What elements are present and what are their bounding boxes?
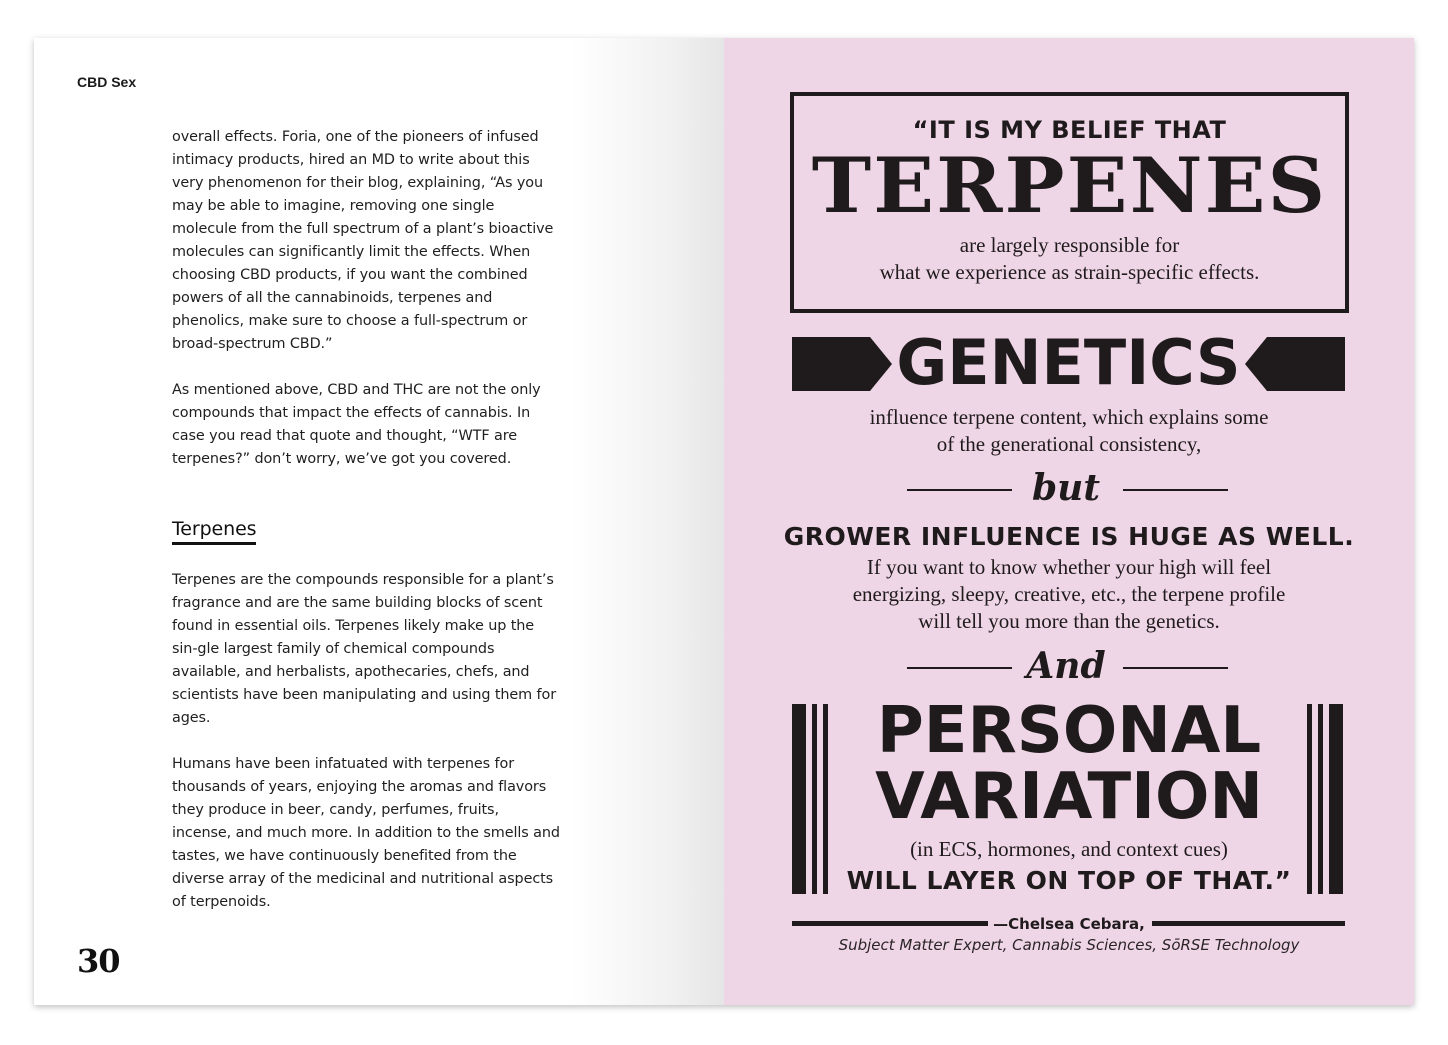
- genetics-sub-line: influence terpene content, which explains some: [869, 405, 1269, 429]
- left-page: [34, 38, 724, 1005]
- quote-sub-line: are largely responsible for: [959, 233, 1180, 257]
- book-spread: [34, 38, 1414, 1005]
- paragraph: Terpenes are the compounds responsible for a plant’s fragrance and are the same building blocks of scent found in essential oils. Terpenes likely make up the sin-gle largest family of chemical compounds available, and herbalists, apothecaries, chefs, and scientists have been manipulating and using them for ages.: [172, 572, 557, 726]
- paragraph: overall effects. Foria, one of the pioneers of infused intimacy products, hired an MD to write about this very phenomenon for their blog, explaining, “As you may be able to imagine, removing one single molecule from the full spectrum of a plant’s bioactive molecules can significantly limit the effects. When choosing CBD products, if you want the combined powers of all the cannabinoids, terpenes and phenolics, make sure to choose a full-spectrum or broad-spectrum CBD.”: [172, 129, 554, 352]
- attribution-name: —Chelsea Cebara,: [993, 915, 1145, 933]
- divider-line: [1123, 489, 1228, 491]
- genetics-banner: [792, 326, 1345, 399]
- grower-sub-line: will tell you more than the genetics.: [918, 609, 1220, 633]
- quote-sub-line: what we experience as strain-specific effects.: [879, 260, 1260, 284]
- attribution-title: Subject Matter Expert, Cannabis Sciences, SōRSE Technology: [838, 936, 1300, 954]
- but-word: but: [1032, 467, 1100, 509]
- grower-sub-line: energizing, sleepy, creative, etc., the terpene profile: [852, 582, 1286, 606]
- quote-keyword: TERPENES: [811, 141, 1328, 230]
- body-column: [172, 126, 562, 937]
- and-word: And: [1026, 645, 1106, 687]
- genetics-heading: GENETICS: [896, 326, 1241, 399]
- quote-box: [790, 92, 1349, 313]
- personal-word: PERSONAL: [876, 694, 1262, 768]
- but-divider: [904, 468, 1228, 508]
- grower-sub-line: If you want to know whether your high will feel: [866, 555, 1272, 579]
- personal-sub-line: (in ECS, hormones, and context cues): [910, 837, 1228, 861]
- running-head: CBD Sex: [77, 74, 137, 90]
- paragraph: Humans have been infatuated with terpenes for thousands of years, enjoying the aromas and flavors they produce in beer, candy, perfumes, fruits, incense, and much more. In addition to the smells and tastes, we have continuously benefited from the diverse array of the medicinal and nutritional aspects of terpenoids.: [172, 756, 560, 910]
- genetics-sub-line: of the generational consistency,: [936, 432, 1202, 456]
- arrow-left-icon: [1245, 337, 1345, 391]
- quote-lead: “IT IS MY BELIEF THAT: [912, 116, 1227, 144]
- personal-variation-heading: [834, 694, 1304, 834]
- layer-heading: WILL LAYER ON TOP OF THAT.”: [846, 866, 1292, 895]
- section-heading: Terpenes: [172, 517, 256, 545]
- right-page: [724, 38, 1414, 1005]
- and-divider: [904, 646, 1228, 686]
- divider-line: [1123, 667, 1228, 669]
- paragraph: As mentioned above, CBD and THC are not the only compounds that impact the effects of cannabis. In case you read that quote and thought, “WTF are terpenes?” don’t worry, we’ve got you covered.: [172, 382, 541, 467]
- page-number: 30: [77, 942, 120, 980]
- variation-word: VARIATION: [875, 760, 1263, 834]
- grower-heading: GROWER INFLUENCE IS HUGE AS WELL.: [783, 522, 1355, 551]
